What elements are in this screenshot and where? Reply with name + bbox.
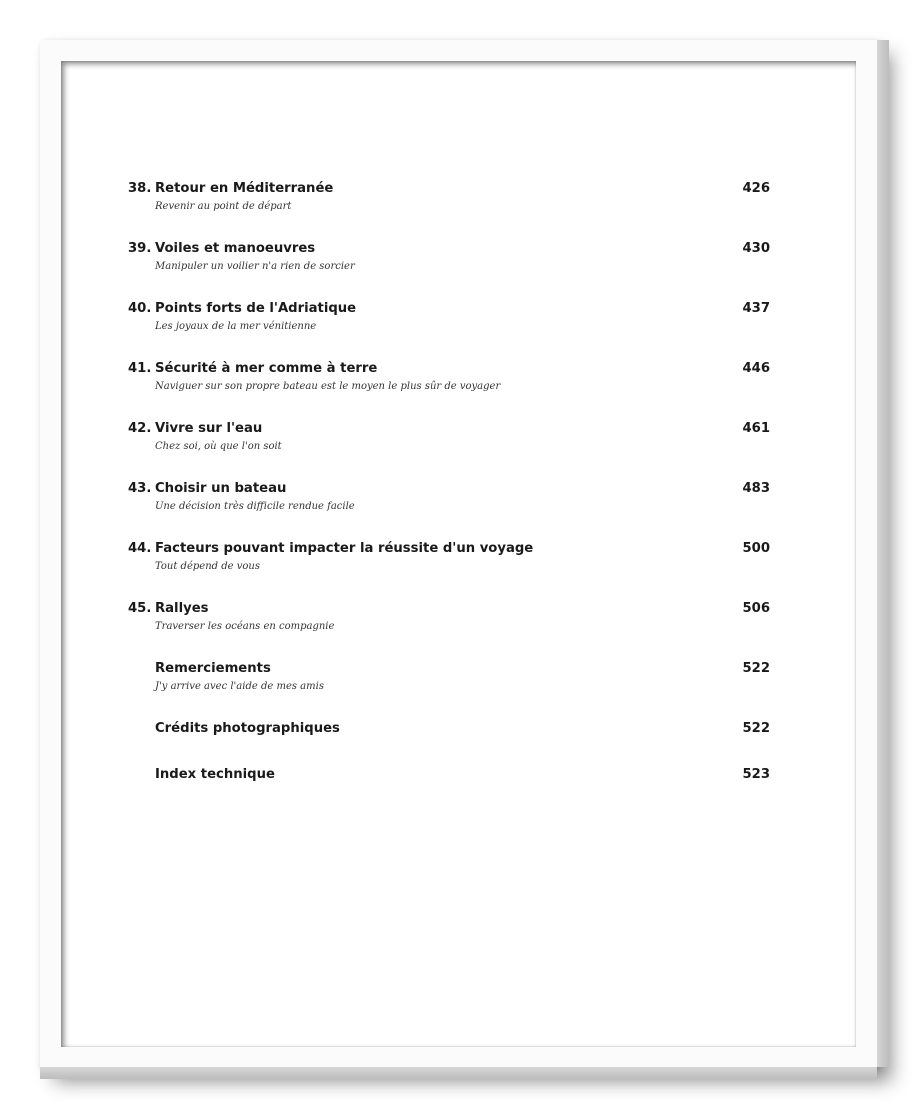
chapter-number: 45. [128, 601, 152, 616]
page-number: 500 [742, 541, 770, 556]
toc-entry [128, 660, 770, 720]
toc-entry [128, 180, 770, 240]
chapter-number: 44. [128, 541, 152, 556]
page-number: 522 [742, 661, 770, 676]
chapter-title: Retour en Méditerranée [155, 181, 334, 196]
chapter-subtitle: Chez soi, où que l'on soit [155, 441, 282, 452]
toc-entry [128, 600, 770, 660]
toc-entry [128, 420, 770, 480]
chapter-title: Index technique [155, 767, 275, 782]
chapter-subtitle: Traverser les océans en compagnie [155, 621, 335, 632]
toc-entry [128, 480, 770, 540]
page-number: 522 [742, 721, 770, 736]
chapter-number: 43. [128, 481, 152, 496]
page-number: 483 [742, 481, 770, 496]
chapter-title: Points forts de l'Adriatique [155, 301, 357, 316]
chapter-title: Voiles et manoeuvres [155, 241, 316, 256]
toc-entry [128, 540, 770, 600]
page-number: 430 [742, 241, 770, 256]
chapter-title: Crédits photographiques [155, 721, 340, 736]
chapter-title: Facteurs pouvant impacter la réussite d'un voyage [155, 541, 534, 556]
page-number: 461 [742, 421, 770, 436]
chapter-number: 42. [128, 421, 152, 436]
table-of-contents [128, 180, 770, 812]
chapter-number: 39. [128, 241, 152, 256]
chapter-title: Remerciements [155, 661, 271, 676]
chapter-title: Sécurité à mer comme à terre [155, 361, 378, 376]
chapter-subtitle: Une décision très difficile rendue facile [155, 501, 355, 512]
page-number: 506 [742, 601, 770, 616]
page-number: 437 [742, 301, 770, 316]
page-number: 426 [742, 181, 770, 196]
chapter-subtitle: J'y arrive avec l'aide de mes amis [155, 681, 324, 692]
chapter-number: 40. [128, 301, 152, 316]
chapter-subtitle: Les joyaux de la mer vénitienne [155, 321, 317, 332]
chapter-subtitle: Revenir au point de départ [155, 201, 292, 212]
page-number: 523 [742, 767, 770, 782]
chapter-number: 38. [128, 181, 152, 196]
chapter-number: 41. [128, 361, 152, 376]
toc-entry [128, 766, 770, 812]
toc-entry [128, 240, 770, 300]
chapter-subtitle: Manipuler un voilier n'a rien de sorcier [155, 261, 355, 272]
chapter-title: Choisir un bateau [155, 481, 287, 496]
chapter-title: Vivre sur l'eau [155, 421, 263, 436]
toc-entry [128, 720, 770, 766]
page-number: 446 [742, 361, 770, 376]
chapter-title: Rallyes [155, 601, 209, 616]
chapter-subtitle: Tout dépend de vous [155, 561, 260, 572]
toc-entry [128, 300, 770, 360]
toc-entry [128, 360, 770, 420]
chapter-subtitle: Naviguer sur son propre bateau est le moyen le plus sûr de voyager [155, 381, 501, 392]
